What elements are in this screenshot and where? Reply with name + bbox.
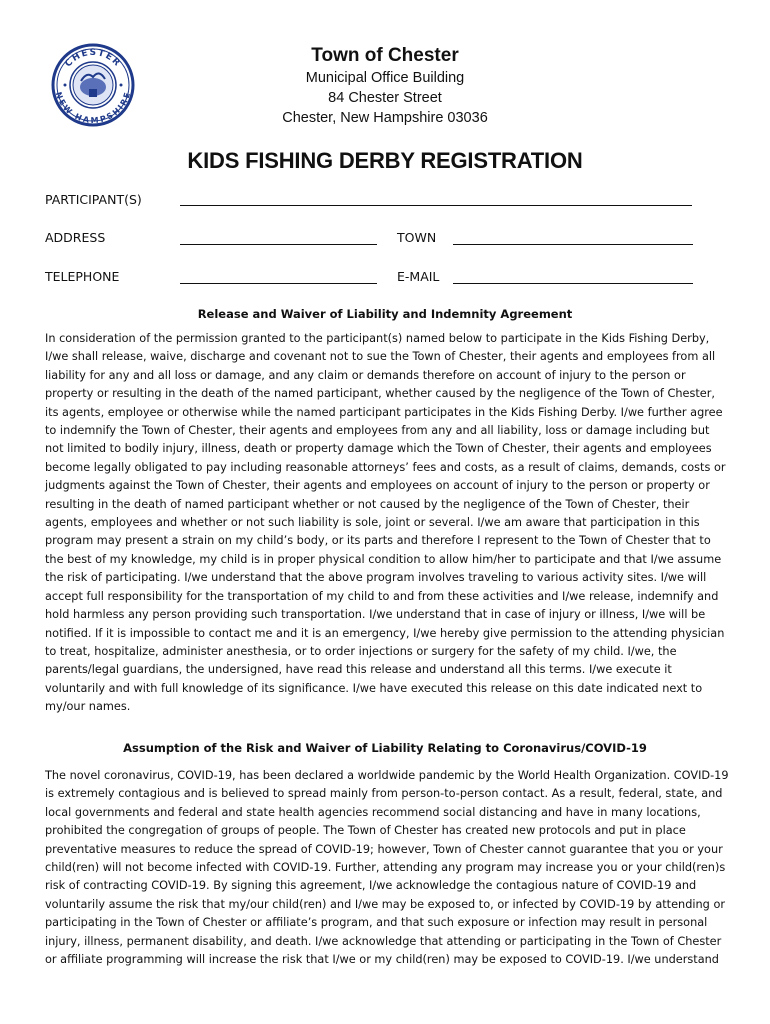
release-heading: Release and Waiver of Liability and Indemnity Agreement [197,307,573,321]
release-line: judgments against the Town of Chester, their agents and employees on account of injury to the person or property or [45,479,710,493]
release-paragraph [45,330,730,717]
release-line: notified. If it is impossible to contact me and it is an emergency, I/we hereby give permission to the attending physician [45,626,725,640]
release-line: parents/legal guardians, the undersigned, have read this release and understand all this terms. I/we execute it [45,663,672,677]
release-line: become legally obligated to pay including reasonable attorneys’ fees and costs, as a result of claims, demands, costs or [45,460,726,474]
email-field[interactable] [453,283,693,284]
covid-line: prohibited the congregation of groups of people. The Town of Chester has created new protocols and put in place [45,824,686,838]
telephone-field[interactable] [180,283,377,284]
covid-paragraph [45,767,730,969]
telephone-label: TELEPHONE [45,269,120,284]
address-field[interactable] [180,244,377,245]
address-line-3: Chester, New Hampshire 03036 [282,110,488,126]
release-line: my/our names. [45,700,131,714]
release-line: hold harmless any person providing such transportation. I/we understand that in case of injury or illness, I/we will be [45,608,706,622]
release-line: the best of my knowledge, my child is in proper physical condition to allow him/her to participate and that I/we assume [45,552,722,566]
town-name: Town of Chester [311,45,459,66]
email-label: E-MAIL [397,269,440,284]
release-line: to treat, hospitalize, administer anesthesia, or to order injections or surgery for the safety of my child. I/we, the [45,644,677,658]
release-line: its agents, employee or otherwise while the named participant participates in the Kids Fishing Derby. I/we further agree [45,405,723,419]
covid-line: risk of contracting COVID-19. By signing this agreement, I/we acknowledge the contagious nature of COVID-19 and [45,879,697,893]
covid-line: preventative measures to reduce the spread of COVID-19; however, Town of Chester cannot guarantee that you or your [45,842,723,856]
address-label: ADDRESS [45,230,106,245]
address-line-1: Municipal Office Building [305,70,465,86]
covid-line: is extremely contagious and is believed to spread mainly from person-to-person contact. As a result, federal, state, and [45,787,723,801]
covid-line: or affiliate programming will increase the risk that I/we or my child(ren) may be exposed to COVID-19. I/we understand [45,953,719,967]
release-line: I/we shall release, waive, discharge and covenant not to sue the Town of Chester, their agents and employees from all [45,350,716,364]
release-line: to indemnify the Town of Chester, their agents and employees from any and all liability, loss or damage including but [45,424,710,438]
seal-bottom-text: NEW HAMPSHIRE [54,90,132,125]
covid-line: participating in the Town of Chester or affiliate’s program, and that such exposure or infection may result in personal [45,916,708,930]
town-label: TOWN [397,230,437,245]
covid-line: child(ren) will not become infected with COVID-19. Further, attending any program may increase you or your child(ren)s [45,861,726,875]
participants-field[interactable] [180,205,692,206]
release-line: agents, employees and whether or not such liability is sole, joint or several. I/we am aware that participation in this [45,516,700,530]
address-line-2: 84 Chester Street [328,90,442,106]
release-line: In consideration of the permission granted to the participant(s) named below to participate in the Kids Fishing Derby, [45,332,710,345]
covid-heading: Assumption of the Risk and Waiver of Liability Relating to Coronavirus/COVID-19 [123,741,647,755]
town-field[interactable] [453,244,693,245]
covid-line: voluntarily assume the risk that my/our child(ren) and I/we may be exposed to, or infected by COVID-19 by attending or [45,897,726,911]
release-line: not limited to bodily injury, illness, death or property damage which the Town of Chester, their agents and employees [45,442,712,456]
release-line: program may present a strain on my child’s body, or its parts and therefore I represent to the Town of Chester that to [45,534,711,548]
covid-line: local governments and federal and state health agencies recommend social distancing and have in many locations, [45,805,701,819]
release-line: the risk of participating. I/we understand that the above program involves traveling to various activity sites. I/we will [45,571,707,585]
covid-line: injury, illness, permanent disability, and death. I/we acknowledge that attending or participating in the Town of Chester [45,934,722,948]
release-line: liability for any and all loss or damage, and any claim or demands therefore on account of injury to the person or [45,368,686,382]
participants-label: PARTICIPANT(S) [45,192,142,207]
covid-line: The novel coronavirus, COVID-19, has been declared a worldwide pandemic by the World Health Organization. COVID-19 [45,769,729,782]
letterhead [0,44,770,128]
release-line: accept full responsibility for the transportation of my child to and from these activities and I/we release, indemnify and [45,589,719,603]
release-line: voluntarily and with full knowledge of its significance. I/we have executed this release on this date indicated next to [45,681,703,695]
release-line: resulting in the death of named participant whether or not caused by the negligence of the Town of Chester, their [45,497,690,511]
seal-top-text: CHESTER [63,47,123,70]
page-title: KIDS FISHING DERBY REGISTRATION [187,148,583,173]
release-line: property or resulting in the death of the named participant, whether caused by the negligence of the Town of Chester, [45,387,715,401]
